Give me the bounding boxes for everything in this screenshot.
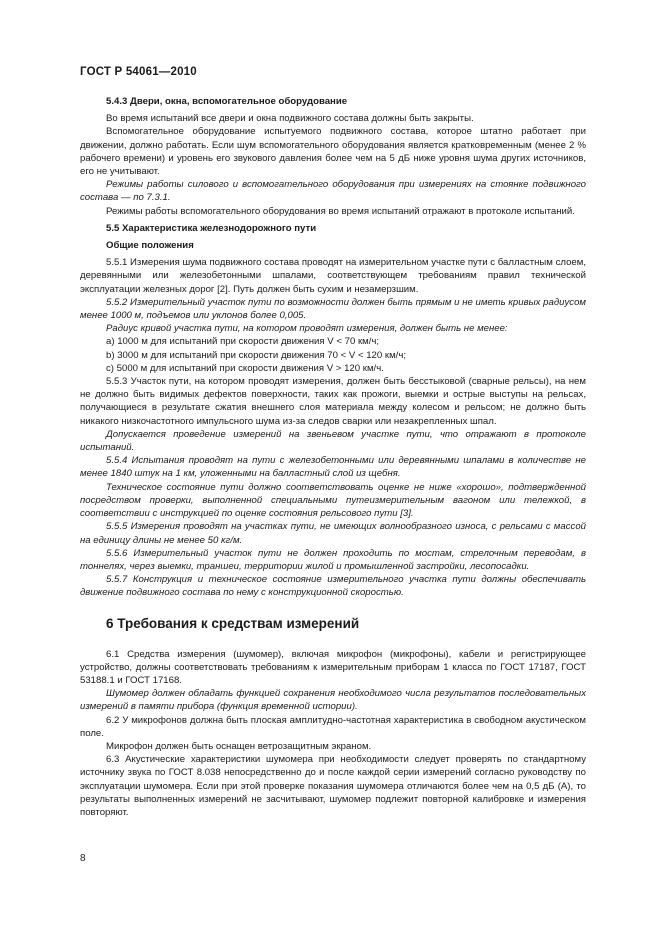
paragraph: Режимы работы вспомогательного оборудования во время испытаний отражают в протоколе испытаний. bbox=[106, 205, 575, 217]
paragraph: 5.5.7 Конструкция и техническое состояние измерительного участка пути должны обеспечивать движение подвижного состава по нему с конструкционной скоростью. bbox=[80, 574, 586, 599]
section-6-title: 6 Требования к средствам измерений bbox=[106, 615, 360, 631]
paragraph: Во время испытаний все двери и окна подвижного состава должны быть закрыты. bbox=[106, 113, 474, 125]
paragraph: Допускается проведение измерений на звеньевом участке пути, что отражают в протоколе испытаний. bbox=[80, 428, 586, 454]
list-item: b) 3000 м для испытаний при скорости движения 70 < V < 120 км/ч; bbox=[106, 349, 407, 361]
page-number: 8 bbox=[80, 853, 86, 864]
paragraph: Шумомер должен обладать функцией сохранения необходимого числа результатов последовательных измерений в памяти прибора (функция временной истории). bbox=[80, 688, 586, 713]
paragraph: 5.5.4 Испытания проводят на пути с железобетонными или деревянными шпалами в количестве не менее 1840 штук на 1 км, уложенными на балластный слой из щебня. bbox=[80, 455, 586, 480]
paragraph: 5.5.5 Измерения проводят на участках пути, не имеющих волнообразного износа, с рельсами с массой на единицу длины не менее 50 кг/м. bbox=[80, 521, 586, 546]
paragraph: 5.5.1 Измерения шума подвижного состава проводят на измерительном участке пути с балластным слоем, деревянными или железобетонными шпалами, соответствующем требованиям правил технической эксплуатации железных дорог [2]. Путь должен быть сухим и незамерзшим. bbox=[80, 257, 586, 295]
paragraph: Техническое состояние пути должно соответствовать оценке не ниже «хорошо», подтвержденной посредством проверки, выполненной специальными путеизмерительным вагоном или тележкой, в соответствии с инструкцией по оценке состояния рельсового пути [3]. bbox=[80, 481, 586, 520]
paragraph: 5.5.3 Участок пути, на котором проводят измерения, должен быть бесстыковой (сварные рельсы), на нем не должно быть видимых дефектов поверхности, таких как прожоги, выемки и острые выступы на рельсах, получающиеся в результате сжатия внешнего слоя материала между колесом и рельсом; не должно быть никакого низкочастотного импульсного шума из-за следов сварки или незакрепленных шпал. bbox=[80, 376, 586, 427]
document-header: ГОСТ Р 54061—2010 bbox=[80, 66, 197, 78]
paragraph: Радиус кривой участка пути, на котором проводят измерения, должен быть не менее: bbox=[106, 323, 508, 335]
section-5-5-title: 5.5 Характеристика железнодорожного пути bbox=[106, 222, 317, 234]
paragraph: 5.5.6 Измерительный участок пути не должен проходить по мостам, стрелочным переводам, в тоннелях, через выемки, траншеи, территории жилой и промышленной застройки, лесопосадки. bbox=[80, 547, 586, 572]
paragraph: Режимы работы силового и вспомогательного оборудования при измерениях на стоянке подвижного состава — по 7.3.1. bbox=[80, 179, 586, 204]
paragraph: 5.5.2 Измерительный участок пути по возможности должен быть прямым и не иметь кривых радиусом менее 1000 м, подъемов или уклонов более 0,005. bbox=[80, 296, 586, 322]
paragraph: Вспомогательное оборудование испытуемого подвижного состава, которое штатно работает при движении, должно работать. Если шум вспомогательного оборудования является кратковременным (менее 2 % рабочего времени) и уровень его звукового давления более чем на 5 дБ ниже уровня шума других источников, его не учитывают. bbox=[80, 126, 586, 178]
paragraph: Микрофон должен быть оснащен ветрозащитным экраном. bbox=[106, 740, 372, 752]
subsection-title: Общие положения bbox=[106, 240, 194, 252]
section-5-4-3-title: 5.4.3 Двери, окна, вспомогательное оборудование bbox=[106, 96, 348, 107]
paragraph: 6.3 Акустические характеристики шумомера при необходимости следует проверять по стандартному источнику звука по ГОСТ 8.038 непосредственно до и после каждой серии измерений согласно руководству по эксплуатации шумомера. Если при этой проверке показания шумомера отличаются более чем на 0,5 дБ (А), то результаты выполненных измерений не засчитывают, шумомер подлежит повторной калибровке и измерения повторяют. bbox=[80, 754, 586, 818]
list-item: с) 5000 м для испытаний при скорости движения V > 120 км/ч. bbox=[106, 362, 384, 374]
paragraph: 6.1 Средства измерения (шумомер), включая микрофон (микрофоны), кабели и регистрирующее устройство, должны соответствовать требованиям к измерительным приборам 1 класса по ГОСТ 17187, ГОСТ 53188.1 и ГОСТ 17168. bbox=[80, 648, 586, 686]
document-body bbox=[80, 95, 586, 819]
list-item: а) 1000 м для испытаний при скорости движения V < 70 км/ч; bbox=[106, 336, 380, 348]
paragraph: 6.2 У микрофонов должна быть плоская амплитудно-частотная характеристика в свободном акустическом поле. bbox=[80, 714, 586, 739]
